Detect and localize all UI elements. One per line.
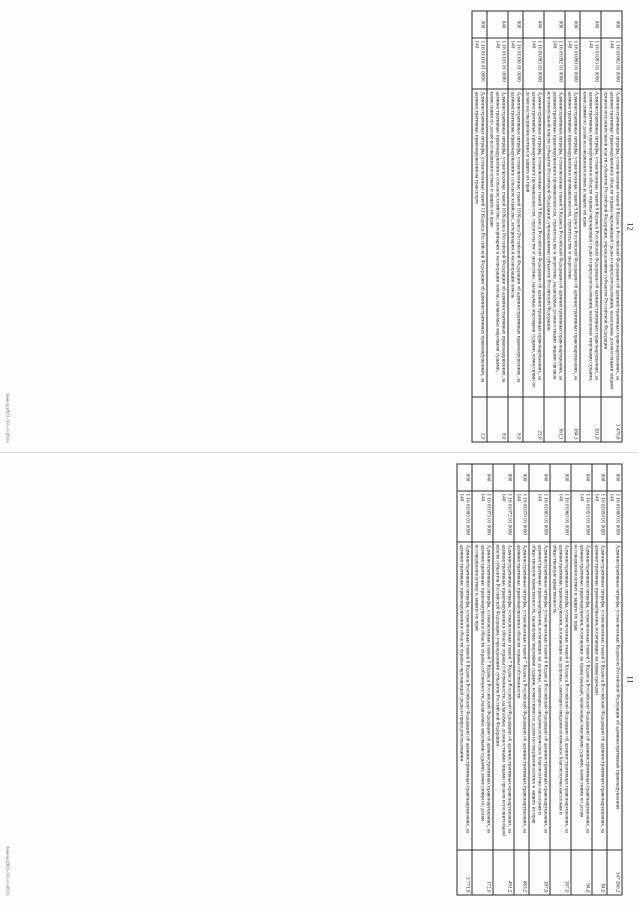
- admin-code-cell: 000: [592, 464, 607, 491]
- table-row: [544, 11, 565, 442]
- amount-cell: 3 771,8: [457, 850, 472, 895]
- description-cell: Административные штрафы, установленные главой 8 Кодекса Российской Федерации об административных правонарушениях, за административные правонарушения в области охраны окружающей среды и природопользования, налагаемые должностными лицами органов исполнительной власти субъектов Российской Федерации, учреждениями субъектов Российской Федерации: [601, 89, 622, 397]
- description-cell: Административные штрафы, установленные главой 5 Кодекса Российской Федерации об административных правонарушениях, за административные правонарушения, посягающие на права граждан, налагаемые мировыми судьями, комиссиями по делам несовершеннолетних и защите их прав: [571, 542, 592, 850]
- description-cell: Административные штрафы, установленные главой 10 Кодекса Российской Федерации об административных правонарушениях, за административные правонарушения в сельском хозяйстве, ветеринарии и мелиорации земель: [508, 89, 523, 397]
- admin-code-cell: 000: [514, 464, 529, 491]
- description-cell: Административные штрафы, установленные главой 10 Кодекса Российской Федерации об административных правонарушениях, за административные правонарушения в сельском хозяйстве, ветеринарии и мелиорации земель, налагаемые мировыми судьями, комиссиями по делам несовершеннолетних и защите их прав: [487, 89, 508, 397]
- amount-cell: 23,0: [523, 397, 544, 442]
- budget-code-cell: 1 16 01000 01 0000 140: [607, 491, 622, 542]
- table-row: [550, 464, 571, 895]
- budget-code-cell: 1 16 01073 01 0000 140: [472, 491, 493, 542]
- admin-code-cell: 040: [487, 11, 508, 38]
- budget-code-cell: 1 16 01060 01 0000 140: [550, 491, 571, 542]
- budget-code-cell: 1 16 01072 01 0000 140: [493, 491, 514, 542]
- budget-code-cell: 1 16 01070 01 0000 140: [514, 491, 529, 542]
- budget-code-cell: 1 16 01093 01 0000 140: [523, 38, 544, 89]
- budget-code-cell: 1 16 01092 01 0000 140: [544, 38, 565, 89]
- budget-code-cell: 1 16 01082 01 0000 140: [601, 38, 622, 89]
- page-12-rotated-frame: [0, 1, 639, 453]
- amount-cell: 9,0: [487, 397, 508, 442]
- amount-cell: 663,2: [514, 850, 529, 895]
- description-cell: Административные штрафы, установленные главой 7 Кодекса Российской Федерации об административных правонарушениях, за административные правонарушения в области охраны собственности: [514, 542, 529, 850]
- table-row: [607, 464, 622, 895]
- amount-cell: 491,2: [493, 850, 514, 895]
- admin-code-cell: 040: [472, 464, 493, 491]
- table-row: [592, 464, 607, 895]
- admin-code-cell: 000: [601, 11, 622, 38]
- table-row: [571, 464, 592, 895]
- amount-cell: 184,3: [565, 397, 580, 442]
- admin-code-cell: 040: [523, 11, 544, 38]
- revenue-table: [472, 11, 623, 443]
- page-number: 11: [625, 675, 635, 684]
- amount-cell: 301,0: [580, 397, 601, 442]
- document-footer: Закон(а)2021-561-пз.(851): [5, 845, 11, 896]
- budget-code-cell: 1 16 01110 01 0000 140: [472, 38, 487, 89]
- amount-cell: 2,0: [472, 397, 487, 442]
- amount-cell: 172,0: [472, 850, 493, 895]
- amount-cell: 94,0: [592, 850, 607, 895]
- admin-code-cell: 000: [544, 11, 565, 38]
- table-row: [457, 464, 472, 895]
- table-row: [472, 464, 493, 895]
- amount-cell: 9,0: [508, 397, 523, 442]
- description-cell: Административные штрафы, установленные главой 8 Кодекса Российской Федерации об административных правонарушениях, за административные правонарушения в области охраны окружающей среды и природопользования, налагаемые мировыми судьями, комиссиями по делам несовершеннолетних и защите их прав: [580, 89, 601, 397]
- document-footer: Закон(а)2021-561-пз.(851): [5, 392, 11, 443]
- page-11: [0, 453, 639, 905]
- amount-cell: 387,0: [529, 850, 550, 895]
- budget-code-cell: 1 16 01100 01 0000 140: [508, 38, 523, 89]
- table-body: [457, 464, 622, 895]
- admin-code-cell: 000: [493, 464, 514, 491]
- budget-code-cell: 1 16 01063 01 0000 140: [529, 491, 550, 542]
- table-row: [493, 464, 514, 895]
- page-11-rotated-frame: [0, 454, 639, 905]
- admin-code-cell: 000: [550, 464, 571, 491]
- budget-code-cell: 1 16 01053 01 0000 140: [571, 491, 592, 542]
- revenue-table: [457, 464, 623, 896]
- budget-code-cell: 1 16 01080 01 0000 140: [457, 491, 472, 542]
- description-cell: Административные штрафы, установленные главой 11 Кодекса Российской Федерации об административных правонарушениях, за административные правонарушения на транспорте: [472, 89, 487, 397]
- amount-cell: 147 260,2: [607, 850, 622, 895]
- table-row: [472, 11, 487, 442]
- description-cell: Административные штрафы, установленные главой 8 Кодекса Российской Федерации об административных правонарушениях, за административные правонарушения в области охраны окружающей среды и природопользования: [457, 542, 472, 850]
- budget-code-cell: 1 16 01090 01 0000 140: [565, 38, 580, 89]
- table-row: [529, 464, 550, 895]
- description-cell: Административные штрафы, установленные главой 5 Кодекса Российской Федерации об административных правонарушениях, за административные правонарушения, посягающие на права граждан: [592, 542, 607, 850]
- admin-code-cell: 000: [472, 11, 487, 38]
- table-row: [487, 11, 508, 442]
- budget-code-cell: 1 16 01050 01 0000 140: [592, 491, 607, 542]
- page-12: [0, 0, 639, 452]
- admin-code-cell: 000: [508, 11, 523, 38]
- budget-code-cell: 1 16 01083 01 0000 140: [580, 38, 601, 89]
- table-row: [523, 11, 544, 442]
- admin-code-cell: 000: [457, 464, 472, 491]
- description-cell: Административные штрафы, установленные главой 9 Кодекса Российской Федерации об административных правонарушениях, за административные правонарушения в промышленности, строительстве и энергетике: [565, 89, 580, 397]
- table-row: [508, 11, 523, 442]
- table-row: [601, 11, 622, 442]
- table-row: [514, 464, 529, 895]
- description-cell: Административные штрафы, установленные главой 9 Кодекса Российской Федерации об административных правонарушениях, за административные правонарушения в промышленности, строительстве и энергетике, налагаемые должностными лицами органов исполнительной власти субъектов Российской Федерации, учреждениями субъектов Российской Федерации: [544, 89, 565, 397]
- amount-cell: 161,3: [544, 397, 565, 442]
- table-row: [580, 11, 601, 442]
- description-cell: Административные штрафы, установленные главой 7 Кодекса Российской Федерации об административных правонарушениях, за административные правонарушения в области охраны собственности, налагаемые мировыми судьями, комиссиями по делам несовершеннолетних и защите их прав: [472, 542, 493, 850]
- table-row: [565, 11, 580, 442]
- description-cell: Административные штрафы, установленные Кодексом Российской Федерации об административных правонарушениях: [607, 542, 622, 850]
- admin-code-cell: 040: [529, 464, 550, 491]
- budget-code-cell: 1 16 01103 01 0000 140: [487, 38, 508, 89]
- admin-code-cell: 000: [607, 464, 622, 491]
- description-cell: Административные штрафы, установленные главой 7 Кодекса Российской Федерации об административных правонарушениях, за административные правонарушения в области охраны собственности, налагаемые должностными лицами органов исполнительной власти субъектов Российской Федерации, учреждениями субъектов Российской Федерации: [493, 542, 514, 850]
- description-cell: Административные штрафы, установленные главой 9 Кодекса Российской Федерации об административных правонарушениях, за административные правонарушения в промышленности, строительстве и энергетике, налагаемые мировыми судьями, комиссиями по делам несовершеннолетних и защите их прав: [523, 89, 544, 397]
- description-cell: Административные штрафы, установленные главой 6 Кодекса Российской Федерации об административных правонарушениях, за административные правонарушения, посягающие на здоровье, санитарно-эпидемиологическое благополучие населения и общественную нравственность: [550, 542, 571, 850]
- admin-code-cell: 040: [571, 464, 592, 491]
- table-body: [472, 11, 622, 442]
- page-number: 12: [625, 222, 635, 231]
- description-cell: Административные штрафы, установленные главой 6 Кодекса Российской Федерации об административных правонарушениях, за административные правонарушения, посягающие на здоровье, санитарно-эпидемиологическое благополучие населения и общественную нравственность, налагаемые мировыми судьями, комиссиями по делам несовершеннолетних и защите их прав: [529, 542, 550, 850]
- admin-code-cell: 040: [580, 11, 601, 38]
- amount-cell: 3 470,8: [601, 397, 622, 442]
- amount-cell: 94,0: [571, 850, 592, 895]
- admin-code-cell: 000: [565, 11, 580, 38]
- amount-cell: 387,0: [550, 850, 571, 895]
